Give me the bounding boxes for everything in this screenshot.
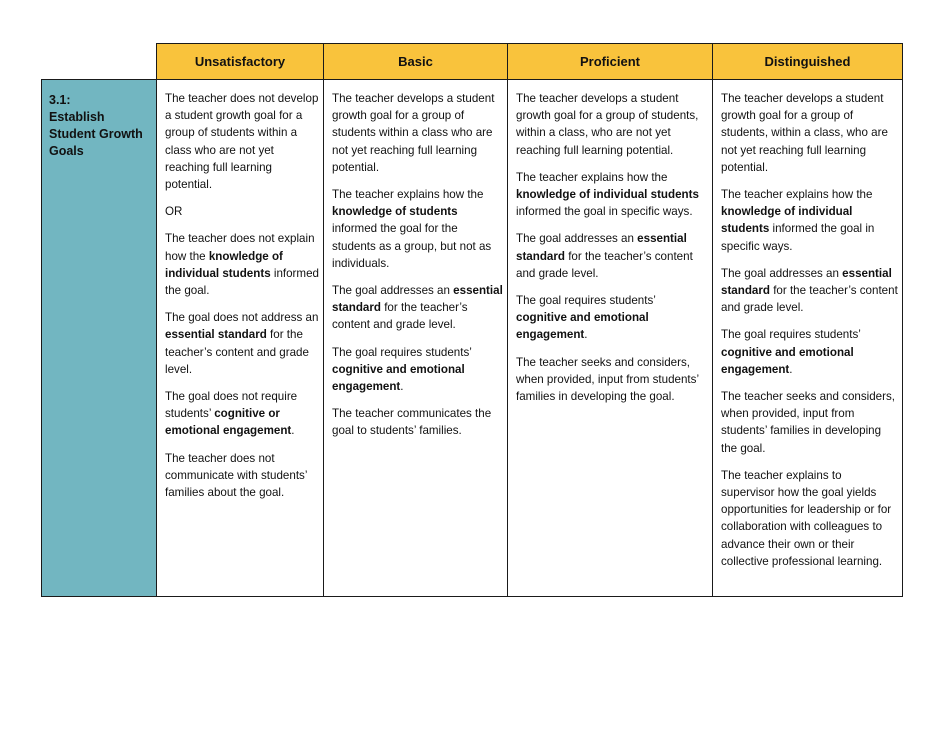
descriptor-text: The teacher explains how the xyxy=(516,170,668,184)
descriptor-text: The teacher explains how the xyxy=(721,188,873,202)
descriptor-text: The goal requires students’ xyxy=(332,345,472,359)
emphasis-text: knowledge of individual students xyxy=(721,205,853,236)
emphasis-text: essential standard xyxy=(165,328,267,342)
level-header-distinguished: Distinguished xyxy=(713,44,903,80)
descriptor-paragraph xyxy=(165,203,319,220)
descriptor-text: The teacher develops a student growth goal for a group of students, within a class, who are not yet reaching full learning potential. xyxy=(516,92,699,157)
descriptor-paragraph xyxy=(721,326,898,378)
descriptor-paragraph xyxy=(332,186,503,272)
descriptor-text: The teacher explains how the xyxy=(332,188,484,202)
emphasis-text: knowledge of individual students xyxy=(516,188,699,202)
descriptor-text: The teacher does not develop a student growth goal for a group of students within a class who are not yet reaching full learning potential. xyxy=(165,92,319,192)
emphasis-text: essential standard xyxy=(332,284,503,315)
descriptor-text: for the teacher’s content and grade level. xyxy=(165,328,309,376)
emphasis-text: cognitive and emotional engagement xyxy=(721,345,854,376)
descriptor-paragraph xyxy=(165,450,319,502)
descriptor-text: for the teacher’s content and grade level. xyxy=(516,249,693,280)
descriptor-paragraph xyxy=(516,230,708,282)
corner-cell xyxy=(42,44,157,80)
descriptor-proficient xyxy=(508,80,713,597)
emphasis-text: cognitive and emotional engagement xyxy=(332,362,465,394)
descriptor-text: informed the goal for the students as a group, but not as individuals. xyxy=(332,222,492,270)
descriptor-basic xyxy=(324,80,508,597)
descriptor-paragraph xyxy=(721,90,898,176)
descriptor-paragraph xyxy=(721,265,898,317)
descriptor-paragraph xyxy=(332,282,503,334)
descriptor-paragraph xyxy=(721,186,898,255)
descriptor-paragraph xyxy=(721,467,898,570)
descriptor-text: informed the goal in specific ways. xyxy=(721,222,875,253)
level-header-proficient: Proficient xyxy=(508,44,713,80)
emphasis-text: cognitive and emotional engagement xyxy=(516,311,649,342)
descriptor-text: . xyxy=(400,380,404,394)
descriptor-paragraph xyxy=(332,90,503,176)
descriptor-text: The goal does not address an xyxy=(165,311,319,325)
descriptor-text: The goal addresses an xyxy=(332,284,454,298)
descriptor-text: The teacher seeks and considers, when provided, input from students’ families in developing the goal. xyxy=(721,390,896,455)
descriptor-paragraph xyxy=(165,90,319,193)
descriptor-text: The teacher explains to supervisor how the goal yields opportunities for leadership or for collaboration with colleagues to advance their own or their collective professional learning. xyxy=(721,468,892,568)
emphasis-text: essential standard xyxy=(516,232,687,263)
descriptor-text: . xyxy=(584,328,588,342)
descriptor-text: The goal requires students’ xyxy=(721,328,861,342)
descriptor-text: The goal addresses an xyxy=(721,266,843,280)
descriptor-text: The teacher develops a student growth goal for a group of students, within a class, who are not yet reaching full learning potential. xyxy=(721,92,888,174)
descriptor-paragraph xyxy=(165,309,319,378)
descriptor-text: The goal does not require students’ xyxy=(165,390,298,421)
rubric-table xyxy=(41,43,903,597)
emphasis-text: cognitive or emotional engagement xyxy=(165,407,292,438)
descriptor-text: The teacher develops a student growth goal for a group of students within a class who are not yet reaching full learning potential. xyxy=(332,92,495,174)
emphasis-text: knowledge of individual students xyxy=(165,249,283,280)
component-row xyxy=(42,80,903,597)
descriptor-text: for the teacher’s content and grade level. xyxy=(332,301,468,332)
descriptor-text: The teacher does not communicate with students’ families about the goal. xyxy=(165,451,307,500)
descriptor-paragraph xyxy=(516,169,708,221)
emphasis-text: knowledge of students xyxy=(332,205,458,219)
descriptor-text: The goal requires students’ xyxy=(516,294,656,308)
header-row xyxy=(42,44,903,80)
component-number: 3.1: xyxy=(49,93,71,107)
descriptor-text: informed the goal in specific ways. xyxy=(516,205,693,219)
level-header-basic: Basic xyxy=(324,44,508,80)
descriptor-text: informed the goal. xyxy=(165,266,319,298)
descriptor-paragraph xyxy=(165,230,319,299)
descriptor-paragraph xyxy=(332,405,503,439)
descriptor-paragraph xyxy=(332,344,503,396)
descriptor-text: The goal addresses an xyxy=(516,232,638,246)
descriptor-paragraph xyxy=(516,292,708,344)
descriptor-text: . xyxy=(291,424,295,438)
descriptor-distinguished xyxy=(713,80,903,597)
descriptor-text: The teacher does not explain how the xyxy=(165,232,315,263)
descriptor-paragraph xyxy=(165,388,319,440)
emphasis-text: essential standard xyxy=(721,266,892,298)
descriptor-text: The teacher seeks and considers, when provided, input from students’ families in developing the goal. xyxy=(516,355,699,404)
descriptor-text: . xyxy=(789,362,793,376)
descriptor-paragraph xyxy=(516,354,708,406)
descriptor-text: OR xyxy=(165,205,183,219)
descriptor-paragraph xyxy=(721,388,898,457)
component-cell xyxy=(42,80,157,597)
descriptor-unsatisfactory xyxy=(157,80,324,597)
descriptor-paragraph xyxy=(516,90,708,159)
descriptor-text: The teacher communicates the goal to students’ families. xyxy=(332,407,492,438)
descriptor-text: for the teacher’s content and grade level. xyxy=(721,284,898,315)
level-header-unsatisfactory: Unsatisfactory xyxy=(157,44,324,80)
component-title: Establish Student Growth Goals xyxy=(49,110,143,158)
